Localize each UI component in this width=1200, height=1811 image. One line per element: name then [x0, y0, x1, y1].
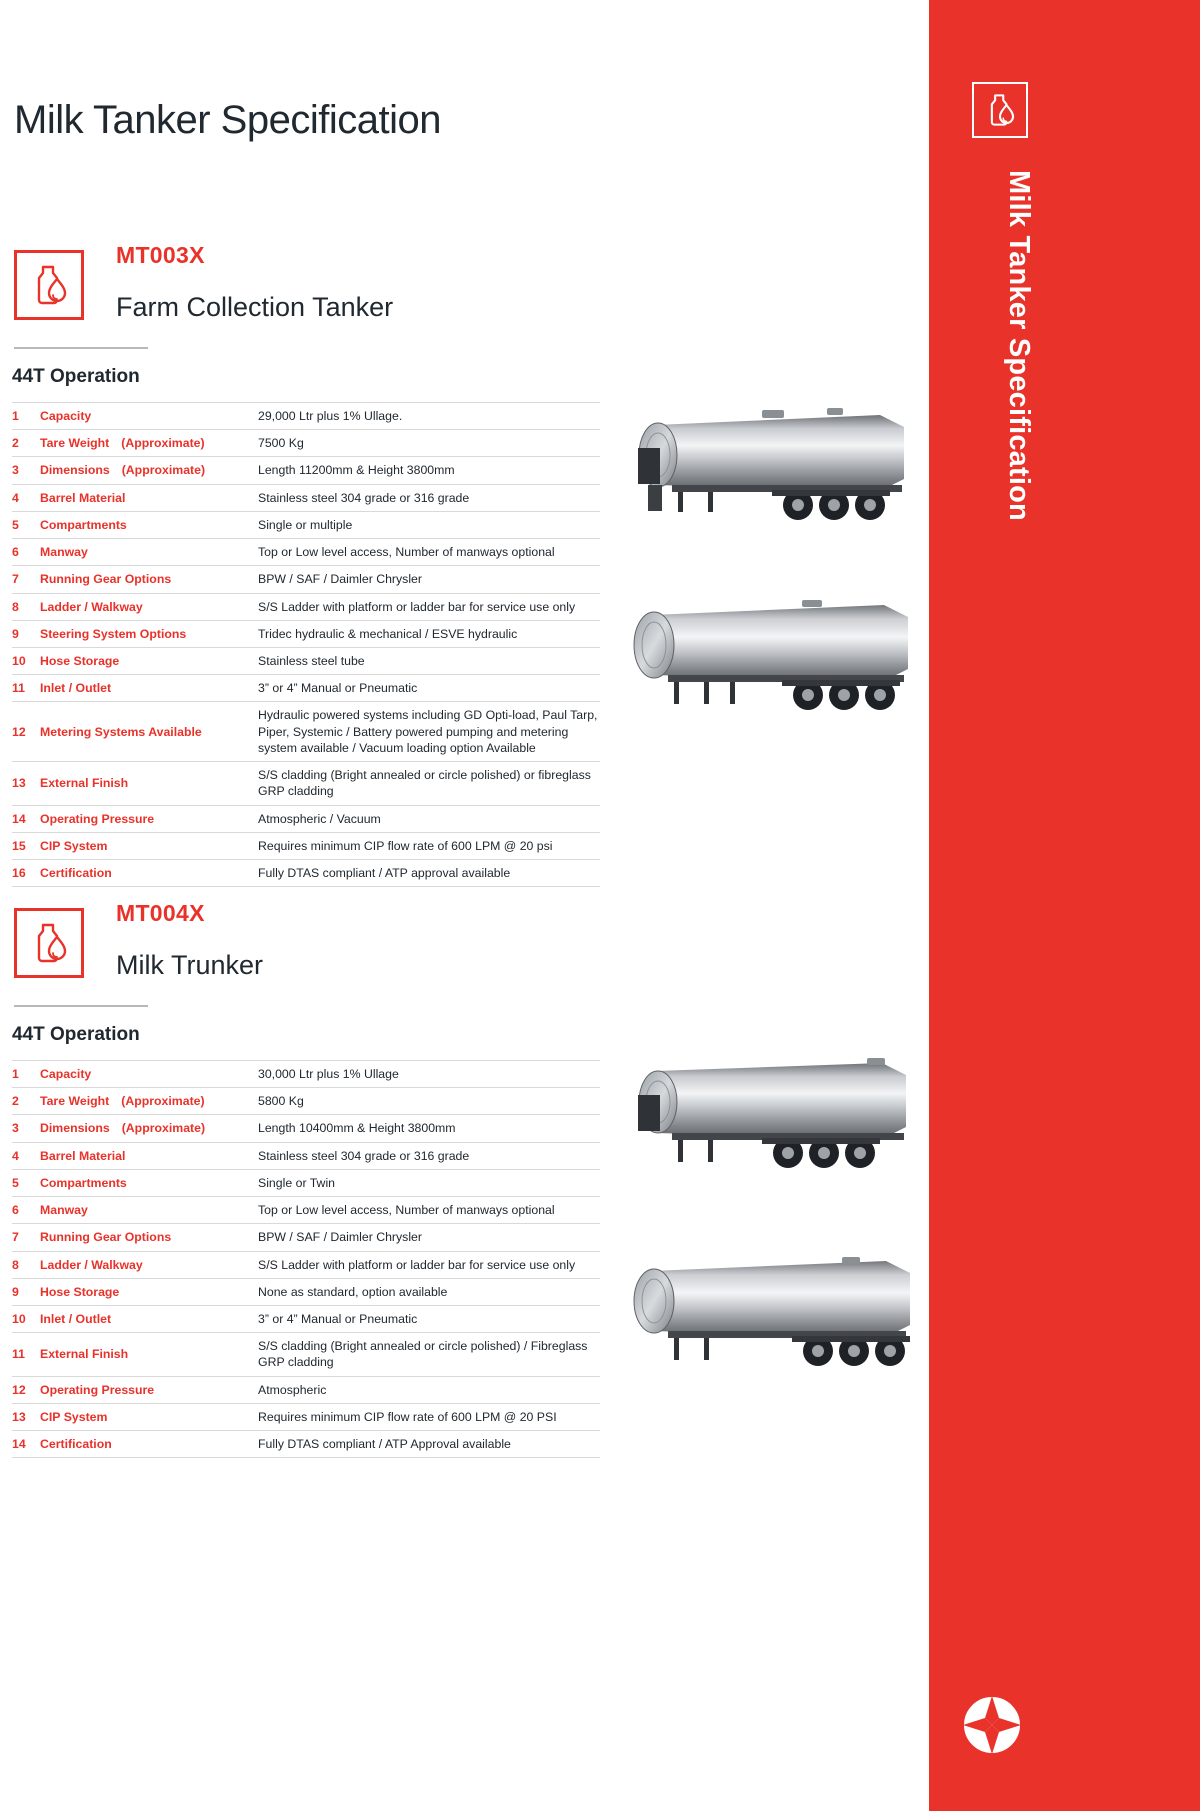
row-value: Stainless steel 304 grade or 316 grade: [258, 490, 470, 505]
row-label: [40, 430, 258, 457]
page-title: Milk Tanker Specification: [14, 98, 441, 142]
row-label: [40, 859, 258, 886]
row-label: [40, 1431, 258, 1458]
row-value: 30,000 Ltr plus 1% Ullage: [258, 1067, 399, 1081]
row-number: 3: [12, 463, 19, 478]
row-number: 10: [12, 653, 26, 668]
tanker-photo-mt004x-top: [612, 1045, 922, 1190]
row-value: Atmospheric / Vacuum: [258, 811, 381, 826]
row-value: Single or multiple: [258, 517, 353, 532]
row-label-text: Dimensions: [40, 463, 110, 478]
spec-table-mt004x: [12, 1060, 600, 1458]
row-label: [40, 647, 258, 674]
row-label-text: Tare Weight: [40, 1094, 110, 1109]
row-label-text: Barrel Material: [40, 490, 126, 505]
row-number: 14: [12, 811, 26, 826]
table-row: [12, 702, 600, 762]
table-row: [12, 1376, 600, 1403]
row-value: Stainless steel 304 grade or 316 grade: [258, 1148, 470, 1163]
table-row: [12, 1061, 600, 1088]
table-row: [12, 593, 600, 620]
row-label: [40, 1142, 258, 1169]
row-label-text: Running Gear Options: [40, 572, 172, 587]
spec-table-mt003x: [12, 402, 600, 887]
table-row: [12, 1305, 600, 1332]
table-row: [12, 762, 600, 805]
row-label-text: Steering System Options: [40, 626, 187, 641]
row-value: S/S Ladder with platform or ladder bar for service use only: [258, 1257, 576, 1272]
table-row: [12, 1333, 600, 1376]
table-row: [12, 484, 600, 511]
product-code: MT003X: [116, 242, 205, 268]
operation-title: 44T Operation: [12, 366, 140, 387]
row-number: 14: [12, 1437, 26, 1452]
row-value: Atmospheric: [258, 1382, 327, 1397]
table-row: [12, 1278, 600, 1305]
row-value: Requires minimum CIP flow rate of 600 LPM @ 20 PSI: [258, 1409, 557, 1424]
table-row: [12, 675, 600, 702]
table-row: [12, 805, 600, 832]
table-row: [12, 403, 600, 430]
row-label: [40, 539, 258, 566]
table-row: [12, 1251, 600, 1278]
row-label-text: Certification: [40, 1437, 112, 1452]
row-label-text: Operating Pressure: [40, 811, 155, 826]
row-value: Tridec hydraulic & mechanical / ESVE hydraulic: [258, 626, 518, 641]
milk-bottle-droplet-icon: [972, 82, 1028, 138]
row-value: Fully DTAS compliant / ATP approval available: [258, 865, 511, 880]
row-label: [40, 1278, 258, 1305]
row-number: 7: [12, 572, 19, 587]
row-label: [40, 1224, 258, 1251]
row-value: S/S cladding (Bright annealed or circle polished) or fibreglass GRP cladding: [258, 768, 591, 799]
row-label: [40, 593, 258, 620]
right-sidebar: [929, 0, 1200, 1811]
row-label-text: Barrel Material: [40, 1148, 126, 1163]
row-number: 9: [12, 1284, 19, 1299]
row-label: [40, 1061, 258, 1088]
row-value: Stainless steel tube: [258, 653, 365, 668]
table-row: [12, 620, 600, 647]
row-label-text: Running Gear Options: [40, 1230, 172, 1245]
sidebar-vertical-title: Milk Tanker Specification: [1003, 170, 1035, 521]
row-label: [40, 1251, 258, 1278]
product-name: Farm Collection Tanker: [116, 292, 394, 322]
row-label-text: Operating Pressure: [40, 1382, 155, 1397]
row-number: 13: [12, 1409, 26, 1424]
product-header: [0, 898, 929, 1010]
row-label: [40, 1115, 258, 1142]
row-label-text: Dimensions: [40, 1121, 110, 1136]
row-number: 13: [12, 776, 26, 791]
row-label-suffix: (Approximate): [121, 436, 205, 451]
row-value: S/S cladding (Bright annealed or circle polished) / Fibreglass GRP cladding: [258, 1339, 588, 1370]
row-value: Length 10400mm & Height 3800mm: [258, 1121, 456, 1136]
row-label-text: Capacity: [40, 1067, 92, 1081]
row-number: 5: [12, 1175, 19, 1190]
table-row: [12, 457, 600, 484]
row-label: [40, 620, 258, 647]
product-name: Milk Trunker: [116, 950, 264, 980]
row-label: [40, 805, 258, 832]
row-value: 29,000 Ltr plus 1% Ullage.: [258, 409, 403, 423]
milk-bottle-droplet-icon: [14, 250, 84, 320]
row-value: Length 11200mm & Height 3800mm: [258, 463, 455, 478]
row-value: 3” or 4” Manual or Pneumatic: [258, 681, 418, 696]
row-value: S/S Ladder with platform or ladder bar for service use only: [258, 599, 576, 614]
row-number: 1: [12, 409, 19, 423]
product-header: [0, 240, 929, 352]
row-number: 10: [12, 1311, 26, 1326]
row-value: Single or Twin: [258, 1175, 336, 1190]
row-label: [40, 1333, 258, 1376]
row-label-text: Ladder / Walkway: [40, 1257, 143, 1272]
row-number: 1: [12, 1067, 19, 1081]
row-label: [40, 484, 258, 511]
row-label-text: Certification: [40, 865, 112, 880]
product-section-mt003x: [0, 240, 929, 880]
row-number: 11: [12, 1347, 25, 1362]
section-divider: [14, 347, 148, 349]
row-label-text: External Finish: [40, 776, 129, 791]
row-number: 4: [12, 1148, 19, 1163]
row-value: Fully DTAS compliant / ATP Approval available: [258, 1437, 511, 1452]
row-value: BPW / SAF / Daimler Chrysler: [258, 1230, 422, 1245]
spec-table-body: [12, 1061, 600, 1458]
table-row: [12, 1224, 600, 1251]
row-label-suffix: (Approximate): [121, 463, 206, 478]
table-row: [12, 647, 600, 674]
row-label: [40, 1305, 258, 1332]
row-number: 7: [12, 1230, 19, 1245]
row-value: Top or Low level access, Number of manways optional: [258, 545, 555, 560]
spec-table-body: [12, 403, 600, 887]
row-label: [40, 702, 258, 762]
section-divider: [14, 1005, 148, 1007]
row-number: 2: [12, 436, 19, 451]
table-row: [12, 832, 600, 859]
row-label: [40, 1403, 258, 1430]
row-number: 3: [12, 1121, 19, 1136]
row-number: 5: [12, 517, 19, 532]
table-row: [12, 1115, 600, 1142]
row-label: [40, 457, 258, 484]
row-value: Hydraulic powered systems including GD Opti-load, Paul Tarp, Piper, Systemic / Battery powered pumping and metering system available / Vacuum loading option Available: [258, 708, 598, 755]
row-label-text: Inlet / Outlet: [40, 681, 112, 696]
row-number: 15: [12, 838, 26, 853]
row-label-text: CIP System: [40, 838, 108, 853]
row-label-text: Ladder / Walkway: [40, 599, 143, 614]
row-label-suffix: (Approximate): [121, 1094, 205, 1109]
row-label-text: Compartments: [40, 517, 127, 532]
row-number: 16: [12, 865, 26, 880]
row-number: 12: [12, 724, 26, 739]
row-value: Requires minimum CIP flow rate of 600 LPM @ 20 psi: [258, 838, 553, 853]
row-label-text: CIP System: [40, 1409, 108, 1424]
row-label: [40, 511, 258, 538]
row-label: [40, 1169, 258, 1196]
row-value: 7500 Kg: [258, 436, 304, 451]
row-label-text: Metering Systems Available: [40, 724, 202, 739]
row-value: BPW / SAF / Daimler Chrysler: [258, 572, 422, 587]
row-value: 5800 Kg: [258, 1094, 304, 1109]
row-label-text: Hose Storage: [40, 1284, 120, 1299]
product-code: MT004X: [116, 900, 205, 926]
table-row: [12, 511, 600, 538]
table-row: [12, 1431, 600, 1458]
row-label: [40, 762, 258, 805]
row-label-text: Tare Weight: [40, 436, 110, 451]
tanker-photo-mt004x-bottom: [612, 1243, 922, 1388]
row-number: 8: [12, 1257, 19, 1272]
row-label: [40, 1197, 258, 1224]
row-label: [40, 1376, 258, 1403]
row-number: 6: [12, 545, 19, 560]
row-value: None as standard, option available: [258, 1284, 448, 1299]
row-label: [40, 675, 258, 702]
row-number: 8: [12, 599, 19, 614]
row-label-text: Compartments: [40, 1175, 127, 1190]
row-number: 12: [12, 1382, 26, 1397]
table-row: [12, 430, 600, 457]
row-label: [40, 566, 258, 593]
row-number: 11: [12, 681, 25, 696]
row-number: 4: [12, 490, 19, 505]
table-row: [12, 1142, 600, 1169]
table-row: [12, 1403, 600, 1430]
row-label: [40, 403, 258, 430]
operation-title: 44T Operation: [12, 1024, 140, 1045]
row-number: 9: [12, 626, 19, 641]
row-label-text: External Finish: [40, 1347, 129, 1362]
row-value: Top or Low level access, Number of manways optional: [258, 1203, 555, 1218]
milk-bottle-droplet-icon: [14, 908, 84, 978]
row-label-suffix: (Approximate): [121, 1121, 206, 1136]
table-row: [12, 566, 600, 593]
row-number: 2: [12, 1094, 19, 1109]
product-section-mt004x: [0, 898, 929, 1452]
tanker-photo-mt003x-bottom: [612, 585, 922, 730]
row-label: [40, 832, 258, 859]
table-row: [12, 1197, 600, 1224]
row-label: [40, 1088, 258, 1115]
row-label-text: Capacity: [40, 409, 92, 423]
row-number: 6: [12, 1203, 19, 1218]
row-value: 3” or 4” Manual or Pneumatic: [258, 1311, 418, 1326]
table-row: [12, 539, 600, 566]
row-label-text: Inlet / Outlet: [40, 1311, 112, 1326]
row-label-text: Hose Storage: [40, 653, 120, 668]
compass-rose-logo: [961, 1694, 1023, 1756]
table-row: [12, 1169, 600, 1196]
row-label-text: Manway: [40, 1203, 88, 1218]
tanker-photo-mt003x-top: [612, 393, 922, 538]
table-row: [12, 859, 600, 886]
row-label-text: Manway: [40, 545, 88, 560]
table-row: [12, 1088, 600, 1115]
